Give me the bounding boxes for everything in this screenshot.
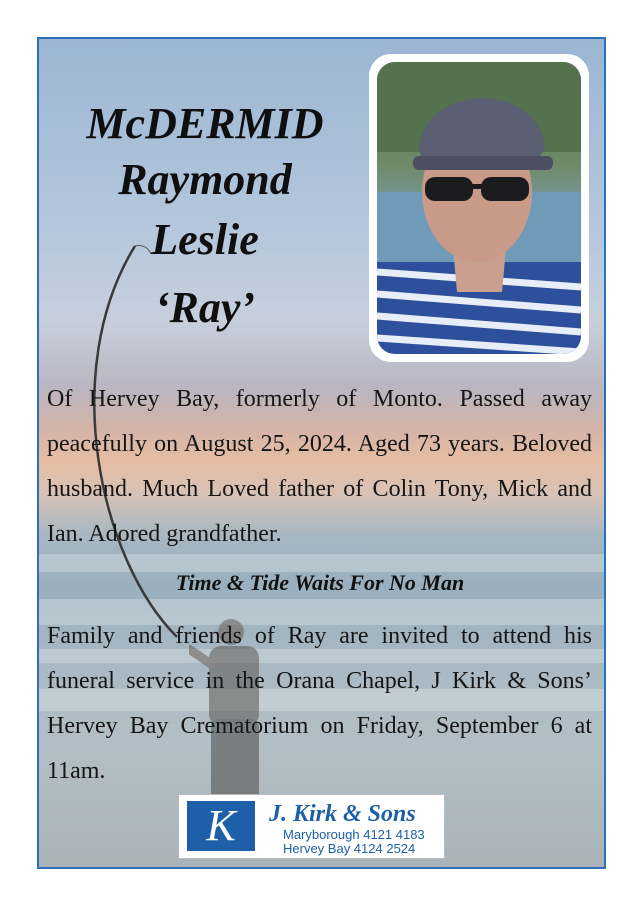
first-name: Raymond (118, 155, 292, 204)
motto: Time & Tide Waits For No Man (175, 570, 465, 595)
company-name: J. Kirk & Sons (269, 801, 416, 827)
funeral-director-logo (178, 794, 445, 859)
kirk-logo-mark: K (187, 801, 255, 851)
portrait-photo (369, 54, 589, 362)
obituary-paragraph: Of Hervey Bay, formerly of Monto. Passed away peacefully on August 25, 2024. Aged 73 years. Beloved husband. Much Loved father of Colin Tony, Mick and Ian. Adored grandfather. (47, 386, 592, 547)
hervey-bay-phone: Hervey Bay 4124 2524 (283, 841, 416, 856)
funeral-paragraph: Family and friends of Ray are invited to attend his funeral service in the Orana Chapel, J Kirk & Sons’ Hervey Bay Crematorium on Friday, September 6 at 11am. (47, 623, 592, 784)
maryborough-phone: Maryborough 4121 4183 (283, 827, 425, 842)
surname: McDERMID (86, 99, 324, 148)
portrait-image (377, 62, 581, 354)
middle-name: Leslie (151, 215, 259, 264)
nickname: ‘Ray’ (154, 283, 256, 332)
portrait-illustration (377, 62, 581, 354)
